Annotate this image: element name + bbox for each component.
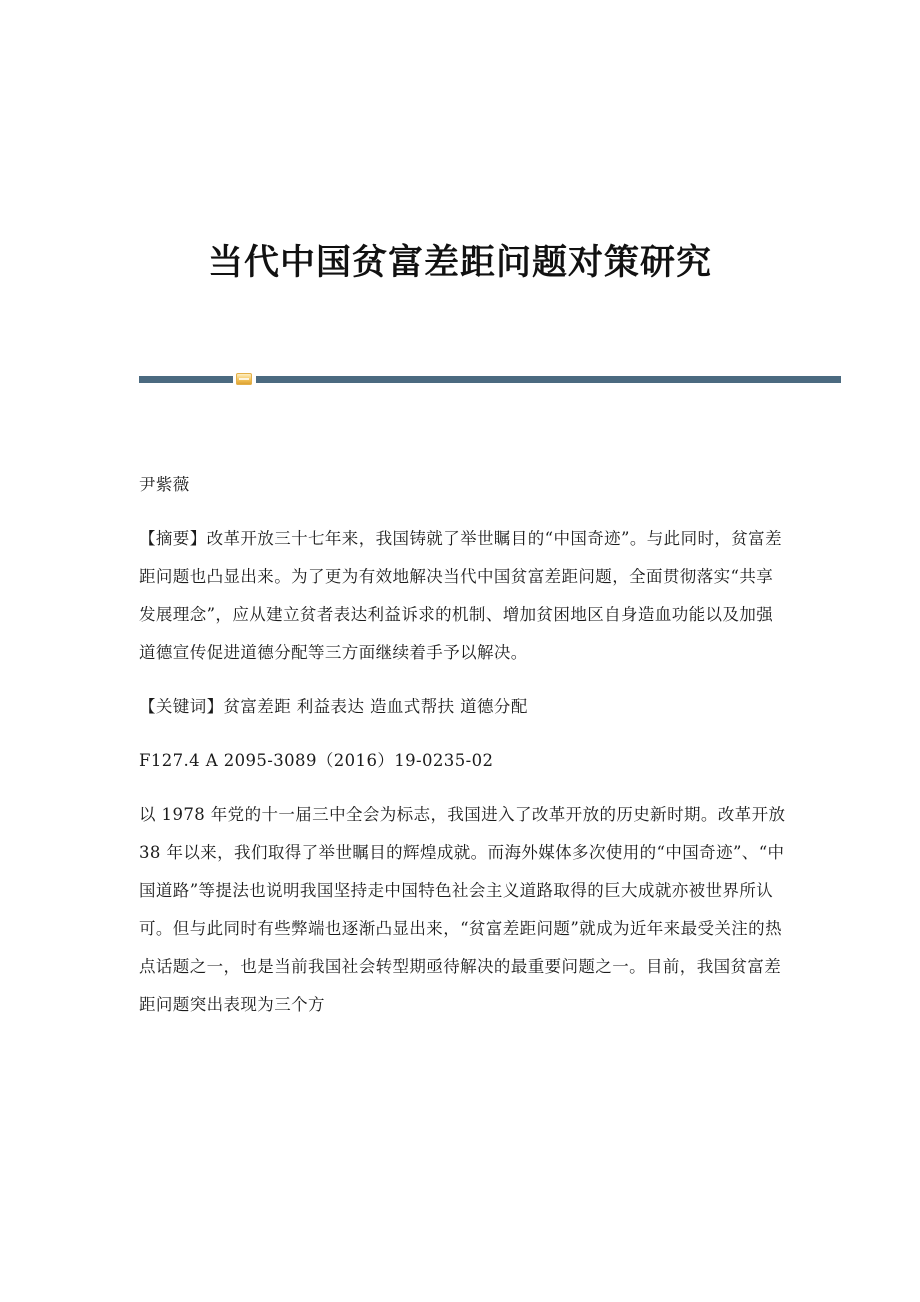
classification-code: F127.4 A 2095-3089（2016）19-0235-02	[139, 751, 494, 770]
title-divider	[139, 373, 841, 385]
abstract-label: 【摘要】	[139, 529, 207, 548]
keywords-text: 贫富差距 利益表达 造血式帮扶 道德分配	[223, 697, 528, 716]
article-content	[139, 466, 789, 1024]
divider-emblem-icon	[236, 373, 252, 385]
divider-bar-right	[256, 376, 841, 383]
body-paragraph: 以 1978 年党的十一届三中全会为标志，我国进入了改革开放的历史新时期。改革开放 38 年以来，我们取得了举世瞩目的辉煌成就。而海外媒体多次使用的“中国奇迹”、“中国道路”等提法也说明我国坚持走中国特色社会主义道路取得的巨大成就亦被世界所认可。但与此同时有些弊端也逐渐凸显出来，“贫富差距问题”就成为近年来最受关注的热点话题之一，也是当前我国社会转型期亟待解决的最重要问题之一。目前，我国贫富差距问题突出表现为三个方	[139, 805, 786, 1014]
abstract-text: 改革开放三十七年来，我国铸就了举世瞩目的“中国奇迹”。与此同时，贫富差距问题也凸显出来。为了更为有效地解决当代中国贫富差距问题，全面贯彻落实“共享发展理念”，应从建立贫者表达利益诉求的机制、增加贫困地区自身造血功能以及加强道德宣传促进道德分配等三方面继续着手予以解决。	[139, 529, 782, 662]
page-title: 当代中国贫富差距问题对策研究	[207, 243, 712, 284]
keywords-label: 【关键词】	[139, 697, 224, 716]
divider-bar-left	[139, 376, 233, 383]
keywords	[139, 688, 789, 726]
abstract	[139, 520, 789, 672]
author-name: 尹紫薇	[139, 475, 190, 494]
